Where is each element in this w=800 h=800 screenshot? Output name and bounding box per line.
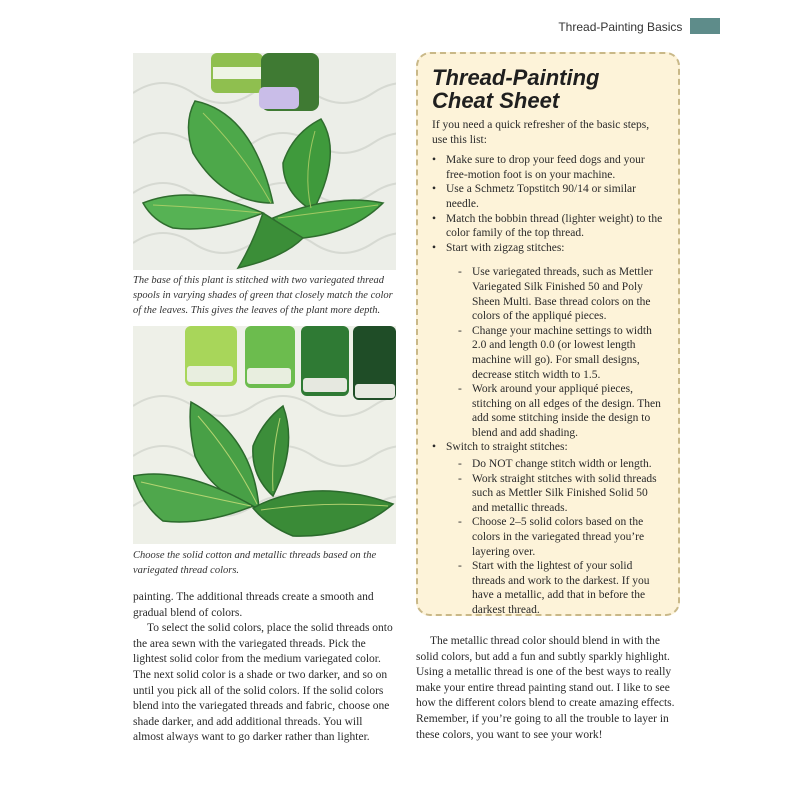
paragraph: painting. The additional threads create a smooth and gradual blend of colors. <box>133 591 374 619</box>
cheat-sheet-list <box>432 153 664 617</box>
leaf-photo-1 <box>133 53 396 270</box>
list-item: • Use a Schmetz Topstitch 90/14 or similar needle. <box>432 182 664 211</box>
list-item <box>432 440 664 617</box>
photo-solid-threads <box>133 326 396 544</box>
list-item <box>432 241 664 441</box>
title-line: Thread-Painting <box>432 65 600 90</box>
cheat-sheet-box <box>416 52 680 616</box>
sub-list-item: - Do NOT change stitch width or length. <box>446 457 664 472</box>
header-accent-bar <box>690 18 720 34</box>
straight-sublist <box>446 457 664 618</box>
cheat-sheet-title <box>432 66 664 112</box>
paragraph: The metallic thread color should blend in with the solid colors, but add a fun and subtly sparkly highlight. Using a metallic thread is one of the best ways to really make your entire thread painting stand out. I like to see how the different colors blend to create amazing effects. Remember, if you’re going to all the trouble to layer in these colors, you want to see your work! <box>416 635 675 741</box>
list-item-label: Start with zigzag stitches: <box>446 241 565 254</box>
section-title: Thread-Painting Basics <box>558 20 683 34</box>
left-body-text <box>133 590 396 746</box>
sub-list-item: - Change your machine settings to width 2.0 and length 0.0 (or lowest length machine will go). For small designs, decrease stitch width to 1.5. <box>446 324 664 382</box>
zigzag-sublist <box>446 265 664 440</box>
title-line: Cheat Sheet <box>432 88 560 113</box>
caption-photo-2: Choose the solid cotton and metallic threads based on the variegated thread colors. <box>133 550 377 576</box>
leaf-photo-2 <box>133 326 396 544</box>
caption-photo-1: The base of this plant is stitched with two variegated thread spools in varying shades of green that closely match the color of the leaves. This gives the leaves of the plant more depth. <box>133 275 393 316</box>
list-item: • Match the bobbin thread (lighter weight) to the color family of the top thread. <box>432 212 664 241</box>
sub-list-item: - Work straight stitches with solid threads such as Mettler Silk Finished Solid 50 and metallic threads. <box>446 472 664 516</box>
cheat-sheet-intro: If you need a quick refresher of the basic steps, use this list: <box>432 119 650 146</box>
list-item-label: Switch to straight stitches: <box>446 441 568 454</box>
sub-list-item: - Start with the lightest of your solid threads and work to the darkest. If you have a metallic, add that in before the darkest thread. <box>446 559 664 617</box>
sub-list-item: - Use variegated threads, such as Mettler Variegated Silk Finished 50 and Poly Sheen Multi. Base thread colors on the colors of the appliqué pieces. <box>446 265 664 323</box>
photo-variegated-threads <box>133 53 396 270</box>
right-body-text <box>416 634 680 743</box>
sub-list-item: - Work around your appliqué pieces, stitching on all edges of the design. Then add some stitching inside the design to blend and add shading. <box>446 382 664 440</box>
sub-list-item: - Choose 2–5 solid colors based on the colors in the variegated thread you’re layering over. <box>446 515 664 559</box>
list-item: • Make sure to drop your feed dogs and your free-motion foot is on your machine. <box>432 153 664 182</box>
paragraph: To select the solid colors, place the solid threads onto the area sewn with the variegated threads. Pick the lightest solid color from the medium variegated color. The next solid color is a shade or two darker, and so on until you pick all of the solid colors. If the solid colors blend into the variegated threads and fabric, choose one shade darker, and add additional threads. You will almost always want to go darker rather than lighter. <box>133 622 393 744</box>
